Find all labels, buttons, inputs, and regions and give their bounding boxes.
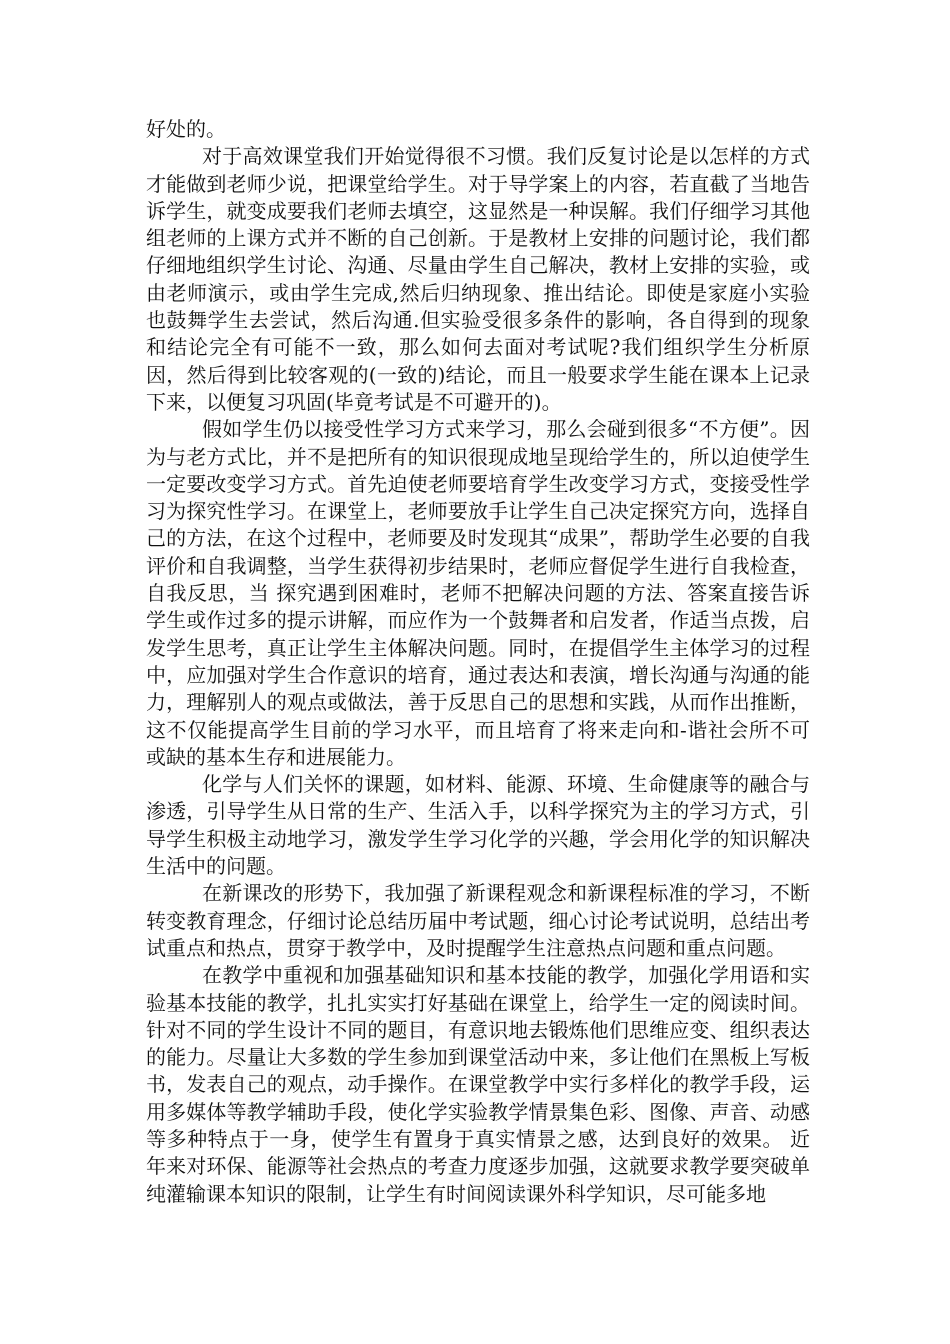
paragraph: 化学与人们关怀的课题，如材料、能源、环境、生命健康等的融合与渗透，引导学生从日常的生产、生活入手，以科学探究为主的学习方式，引导学生积极主动地学习，激发学生学习化学的兴趣，学会用化学的知识解决生活中的问题。 <box>146 772 810 879</box>
paragraph: 在新课改的形势下，我加强了新课程观念和新课程标准的学习，不断转变教育理念，仔细讨论总结历届中考试题，细心讨论考试说明，总结出考试重点和热点，贯穿于教学中，及时提醒学生注意热点问题和重点问题。 <box>146 881 810 960</box>
paragraph: 好处的。 <box>146 117 226 141</box>
paragraph: 对于高效课堂我们开始觉得很不习惯。我们反复讨论是以怎样的方式才能做到老师少说，把课堂给学生。对于导学案上的内容，若直截了当地告诉学生，就变成要我们老师去填空，这显然是一种误解。我们仔细学习其他组老师的上课方式并不断的自己创新。于是教材上安排的问题讨论，我们都仔细地组织学生讨论、沟通、尽量由学生自己解决，教材上安排的实验，或由老师演示，或由学生完成,然后归纳现象、推出结论。即使是家庭小实验也鼓舞学生去尝试，然后沟通.但实验受很多条件的影响，各自得到的现象和结论完全有可能不一致，那么如何去面对考试呢?我们组织学生分析原因，然后得到比较客观的(一致的)结论，而且一般要求学生能在课本上记录下来，以便复习巩固(毕竟考试是不可避开的)。 <box>146 144 810 414</box>
document-body <box>146 116 810 1208</box>
paragraph: 在教学中重视和加强基础知识和基本技能的教学，加强化学用语和实验基本技能的教学，扎扎实实打好基础在课堂上，给学生一定的阅读时间。针对不同的学生设计不同的题目，有意识地去锻炼他们思维应变、组织表达的能力。尽量让大多数的学生参加到课堂活动中来，多让他们在黑板上写板书，发表自己的观点，动手操作。在课堂教学中实行多样化的教学手段，运用多媒体等教学辅助手段，使化学实验教学情景集色彩、图像、声音、动感等多种特点于一身，使学生有置身于真实情景之感，达到良好的效果。 近年来对环保、能源等社会热点的考查力度逐步加强，这就要求教学要突破单纯灌输课本知识的限制，让学生有时间阅读课外科学知识，尽可能多地 <box>146 963 810 1206</box>
paragraph: 假如学生仍以接受性学习方式来学习，那么会碰到很多“不方便”。因为与老方式比，并不是把所有的知识很现成地呈现给学生的，所以迫使学生一定要改变学习方式。首先迫使老师要培育学生改变学习方式，变接受性学习为探究性学习。在课堂上，老师要放手让学生自己决定探究方向，选择自己的方法，在这个过程中，老师要及时发现其“成果”，帮助学生必要的自我评价和自我调整，当学生获得初步结果时，老师应督促学生进行自我检查，自我反思，当 探究遇到困难时，老师不把解决问题的方法、答案直接告诉学生或作过多的提示讲解，而应作为一个鼓舞者和启发者，作适当点拨，启发学生思考，真正让学生主体解决问题。同时，在提倡学生主体学习的过程中，应加强对学生合作意识的培育，通过表达和表演，增长沟通与沟通的能力，理解别人的观点或做法，善于反思自己的思想和实践，从而作出推断，这不仅能提高学生目前的学习水平，而且培育了将来走向和-谐社会所不可或缺的基本生存和进展能力。 <box>146 417 810 769</box>
